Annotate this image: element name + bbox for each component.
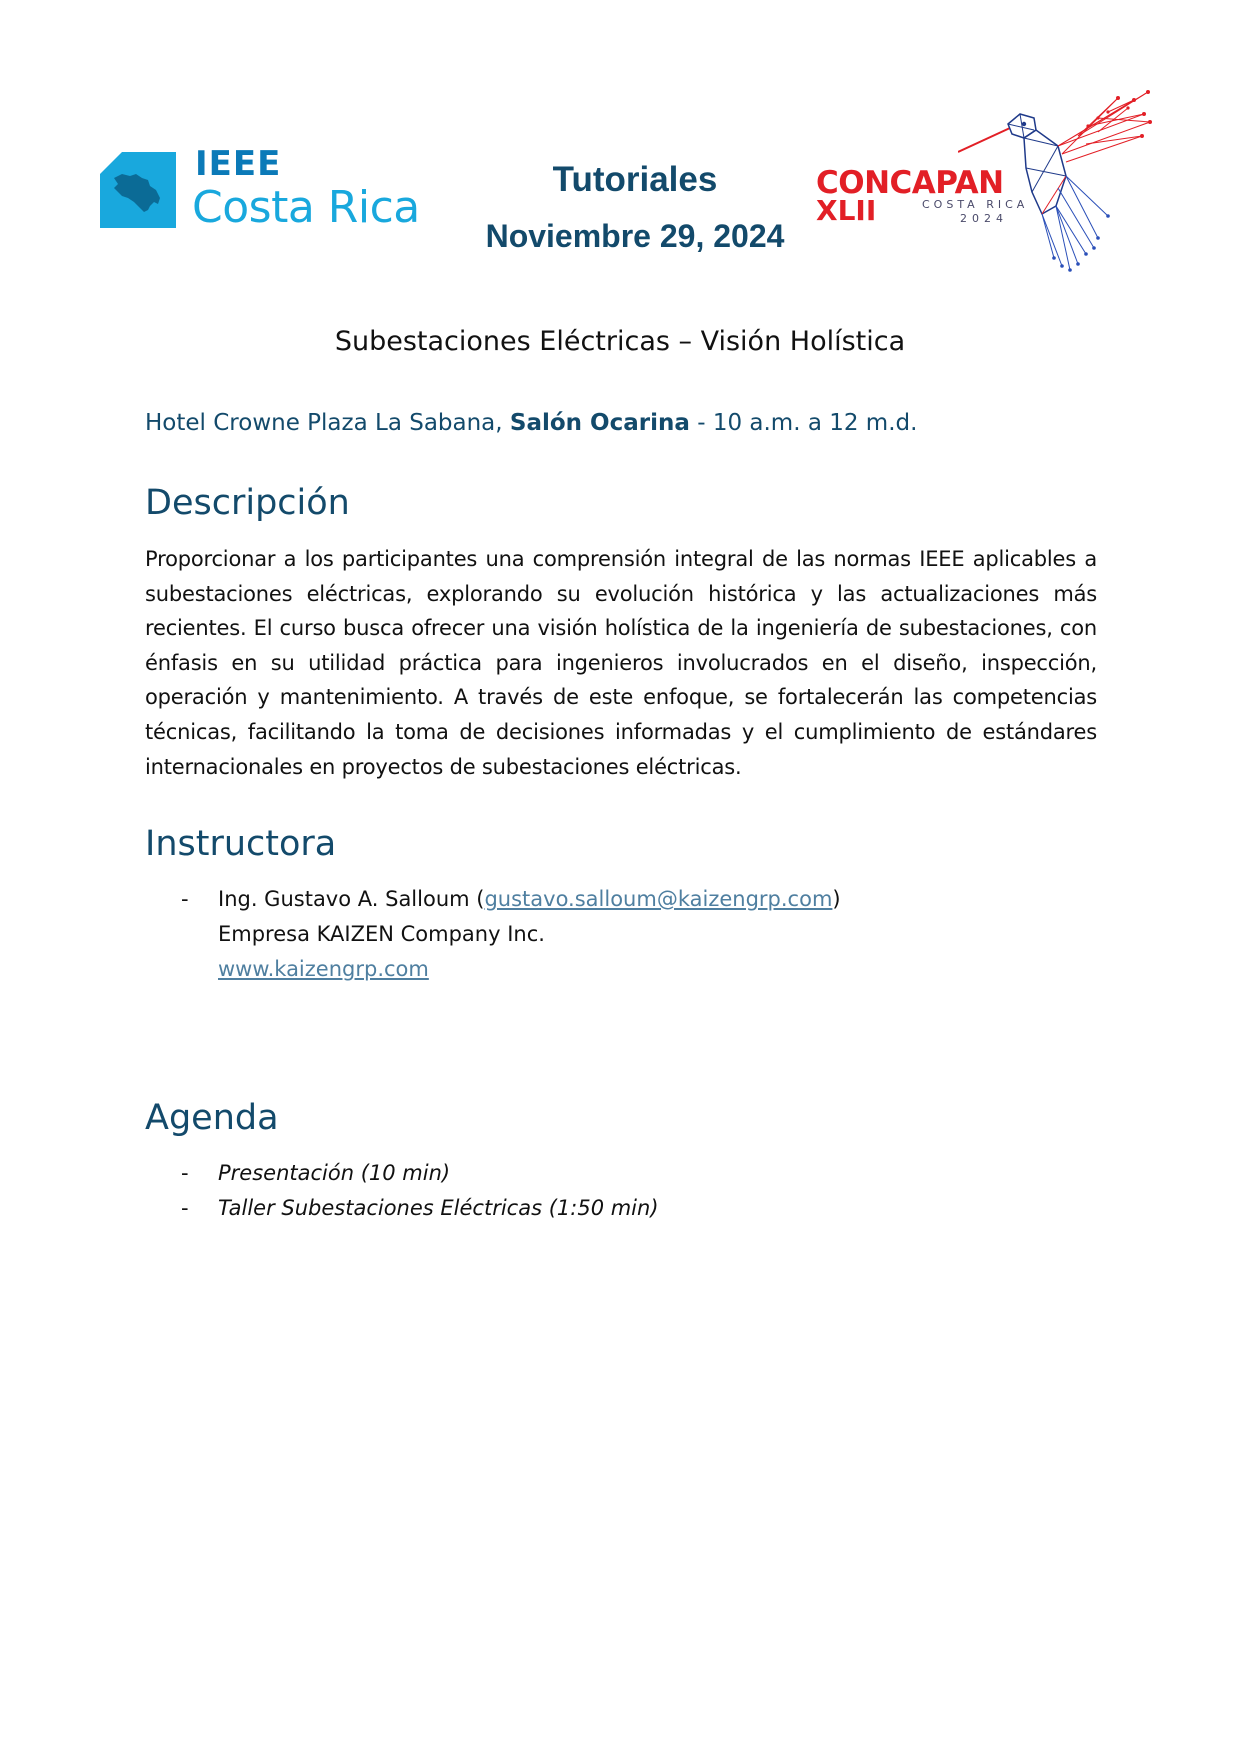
instructor-paren-close: ): [832, 887, 841, 911]
instructor-name: Ing. Gustavo A. Salloum (: [218, 887, 485, 911]
concapan-logo-edition: XLII: [816, 194, 877, 227]
instructor-website-link[interactable]: www.kaizengrp.com: [218, 957, 429, 981]
venue-place: Hotel Crowne Plaza La Sabana,: [145, 410, 503, 436]
venue-time: - 10 a.m. a 12 m.d.: [697, 410, 918, 436]
venue-line: [145, 405, 917, 441]
instructor-website-line: [218, 952, 429, 987]
instructor-email-link[interactable]: gustavo.salloum@kaizengrp.com: [484, 887, 833, 911]
document-subtitle: Subestaciones Eléctricas – Visión Holística: [334, 326, 906, 357]
agenda-bullet: -: [181, 1196, 189, 1220]
description-heading: Descripción: [145, 483, 350, 523]
header-title: Tutoriales: [552, 160, 718, 199]
agenda-heading: Agenda: [145, 1098, 279, 1138]
ieee-map-icon: [100, 152, 176, 228]
agenda-item: Presentación (10 min): [218, 1161, 451, 1185]
instructor-name-line: [218, 882, 841, 917]
header-date: Noviembre 29, 2024: [485, 218, 785, 254]
instructor-heading: Instructora: [145, 824, 337, 864]
concapan-logo-name: CONCAPAN: [816, 165, 1004, 201]
description-text: Proporcionar a los participantes una comprensión integral de las normas IEEE aplicables a subestaciones eléctricas, explorando su evolución histórica y las actualizaciones más recientes. El curso busca ofrecer una visión holística de la ingeniería de subestaciones, con énfasis en su utilidad práctica para ingenieros involucrados en el diseño, inspección, operación y mantenimiento. A través de este enfoque, se fortalecerán las competencias técnicas, facilitando la toma de decisiones informadas y el cumplimiento de estándares internacionales en proyectos de subestaciones eléctricas.: [145, 547, 1097, 779]
agenda-bullet: -: [181, 1161, 189, 1185]
ieee-logo-line2: Costa Rica: [192, 182, 420, 233]
hummingbird-icon: [958, 88, 1152, 273]
venue-room: Salón Ocarina: [509, 410, 690, 436]
ieee-logo-line1: IEEE: [195, 144, 282, 184]
instructor-company: Empresa KAIZEN Company Inc.: [218, 922, 545, 946]
concapan-logo-year: 2024: [960, 212, 1008, 225]
agenda-item: Taller Subestaciones Eléctricas (1:50 min): [218, 1196, 659, 1220]
concapan-logo-country: COSTA RICA: [922, 198, 1029, 211]
instructor-bullet: -: [181, 887, 189, 911]
ieee-costa-rica-logo: [100, 144, 450, 238]
concapan-logo: [812, 88, 1152, 273]
